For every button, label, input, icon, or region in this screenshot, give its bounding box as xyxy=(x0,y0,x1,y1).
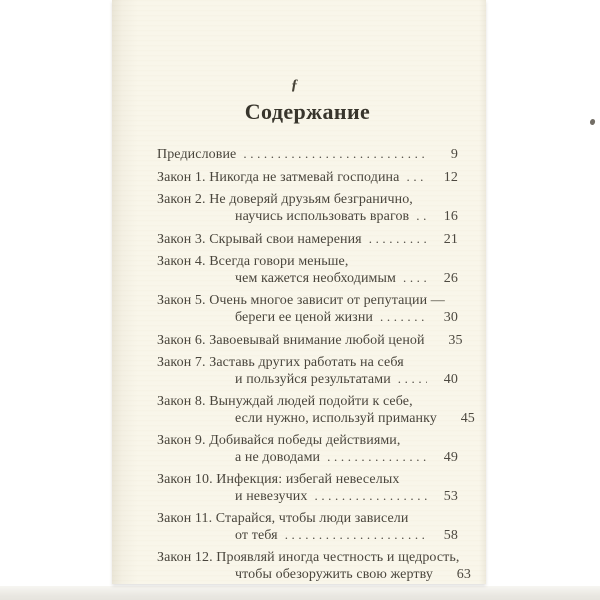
dot-leader xyxy=(416,208,427,225)
page-number: 45 xyxy=(460,411,475,426)
toc-entry-continuation: и пользуйся результатами xyxy=(235,372,391,387)
toc-entry-text: Закон 12. Проявляй иногда честность и щедрость, xyxy=(157,550,460,565)
toc-line xyxy=(157,332,463,349)
dot-leader xyxy=(406,169,427,186)
toc-line xyxy=(157,309,458,326)
toc-entry xyxy=(157,231,458,248)
toc-entry-text: Закон 6. Завоевывай внимание любой ценой xyxy=(157,333,425,348)
toc-entry-text: Закон 5. Очень многое зависит от репутации — xyxy=(157,293,445,308)
toc-entry-text: Закон 8. Вынуждай людей подойти к себе, xyxy=(157,394,413,409)
toc-line xyxy=(157,550,458,566)
toc-entry-text: Закон 11. Старайся, чтобы люди зависели xyxy=(157,511,409,526)
dot-leader xyxy=(398,371,427,388)
toc-line xyxy=(157,192,458,208)
toc-entry-continuation: а не доводами xyxy=(235,450,321,465)
dot-leader xyxy=(314,488,427,505)
toc-line xyxy=(157,394,458,410)
toc-entry xyxy=(157,169,458,186)
toc-entry xyxy=(157,192,458,225)
page-number: 12 xyxy=(443,170,458,185)
toc-line xyxy=(157,169,458,186)
toc-entry xyxy=(157,472,458,505)
page-number: 30 xyxy=(443,310,458,325)
contents-title: Содержание xyxy=(244,99,371,124)
dot-leader xyxy=(285,527,427,544)
book-page xyxy=(112,0,486,584)
toc-entry-continuation: и невезучих xyxy=(235,489,308,504)
page-edge-speck xyxy=(589,119,595,126)
page-number: 53 xyxy=(443,489,458,504)
page-number: 21 xyxy=(443,232,458,247)
page-content xyxy=(112,0,486,584)
dot-leader xyxy=(380,309,427,326)
page-number: 35 xyxy=(448,333,463,348)
section-ornament-icon: ƒ xyxy=(290,77,299,93)
page-number: 58 xyxy=(443,528,458,543)
page-number: 63 xyxy=(456,567,471,582)
toc-entry-text: Закон 4. Всегда говори меньше, xyxy=(157,254,349,269)
toc-entry-continuation: чем кажется необходимым xyxy=(235,271,396,286)
toc-line xyxy=(157,566,471,583)
toc-line xyxy=(157,371,458,388)
dot-leader xyxy=(403,270,427,287)
toc-entry-text: Закон 2. Не доверяй друзьям безгранично, xyxy=(157,192,413,207)
toc-line xyxy=(157,527,458,544)
toc-entry-continuation: от тебя xyxy=(235,528,278,543)
page-bottom-shadow xyxy=(0,586,600,600)
toc-line xyxy=(157,449,458,466)
toc-entry xyxy=(157,394,475,427)
toc-list xyxy=(157,146,475,583)
toc-line xyxy=(157,208,458,225)
toc-entry-text: Закон 3. Скрывай свои намерения xyxy=(157,232,362,247)
toc-entry-text: Закон 7. Заставь других работать на себя xyxy=(157,355,404,370)
dot-leader xyxy=(327,449,427,466)
toc-entry-text: Предисловие xyxy=(157,147,237,162)
toc-entry xyxy=(157,433,458,466)
toc-entry xyxy=(157,332,463,349)
toc-line xyxy=(157,472,458,488)
page-number: 9 xyxy=(450,147,458,162)
dot-leader xyxy=(369,231,427,248)
page-number: 16 xyxy=(443,209,458,224)
toc-entry-continuation: научись использовать врагов xyxy=(235,209,410,224)
toc-line xyxy=(157,433,458,449)
toc-entry-continuation: береги ее ценой жизни xyxy=(235,310,373,325)
page-number: 26 xyxy=(443,271,458,286)
toc-entry xyxy=(157,550,471,583)
toc-entry xyxy=(157,355,458,388)
toc-line xyxy=(157,231,458,248)
toc-line xyxy=(157,355,458,371)
toc-entry xyxy=(157,146,458,163)
toc-entry-text: Закон 1. Никогда не затмевай господина xyxy=(157,170,400,185)
toc-entry xyxy=(157,293,458,326)
toc-line xyxy=(157,511,458,527)
page-number: 49 xyxy=(443,450,458,465)
toc-line xyxy=(157,410,475,427)
dot-leader xyxy=(243,146,427,163)
toc-entry-continuation: если нужно, используй приманку xyxy=(235,411,437,426)
toc-line xyxy=(157,254,458,270)
toc-entry xyxy=(157,511,458,544)
toc-line xyxy=(157,270,458,287)
toc-entry-text: Закон 10. Инфекция: избегай невеселых xyxy=(157,472,400,487)
toc-line xyxy=(157,146,458,163)
toc-line xyxy=(157,293,458,309)
page-number: 40 xyxy=(443,372,458,387)
toc-line xyxy=(157,488,458,505)
toc-entry xyxy=(157,254,458,287)
toc-entry-text: Закон 9. Добивайся победы действиями, xyxy=(157,433,401,448)
toc-entry-continuation: чтобы обезоружить свою жертву xyxy=(235,567,433,582)
